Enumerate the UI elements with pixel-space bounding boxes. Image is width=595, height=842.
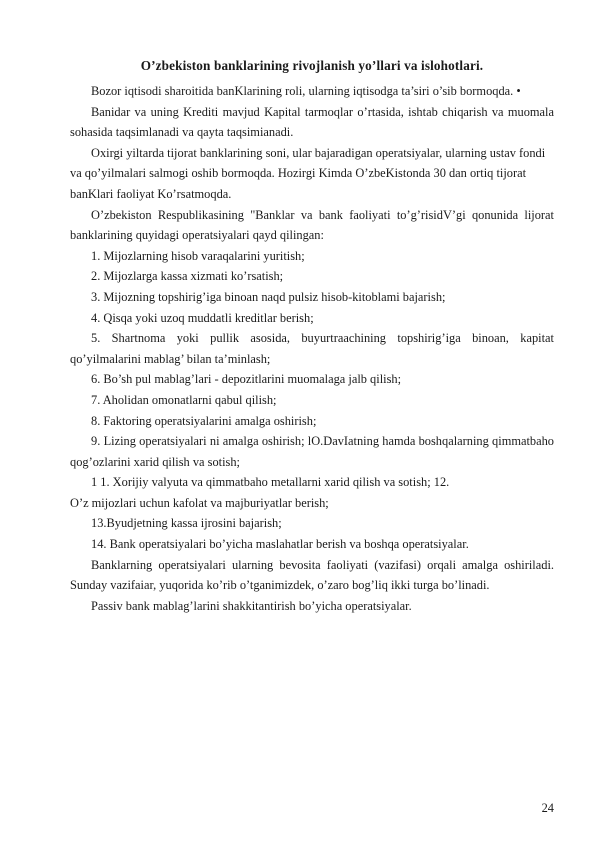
document-body xyxy=(70,81,554,616)
list-item: 7. Aholidan omonatlarni qabul qilish; xyxy=(91,392,277,407)
list-item: 5. Shartnoma yoki pullik asosida, buyurtraachining topshirig’iga binoan, kapitat qo’yilmalarini mablag’ bilan ta’minlash; xyxy=(70,331,554,366)
list-item: 3. Mijozning topshirig’iga binoan naqd pulsiz hisob-kitoblami bajarish; xyxy=(91,289,446,304)
paragraph: Banidar va uning Krediti mavjud Kapital tarmoqlar o’rtasida, ishtab chiqarish va muomala sohasida taqsimlanadi va qayta taqsimianadi. xyxy=(70,104,554,140)
list-item: 1. Mijozlarning hisob varaqalarini yuritish; xyxy=(91,248,305,263)
list-item: 2. Mijozlarga kassa xizmati ko’rsatish; xyxy=(91,269,284,284)
document-title: O’zbekiston banklarining rivojlanish yo’llari va islohotlari. xyxy=(140,58,484,73)
paragraph: Passiv bank mablag’larini shakkitantirish bo’yicha operatsiyalar. xyxy=(91,598,412,613)
list-item: 13.Byudjetning kassa ijrosini bajarish; xyxy=(91,516,282,531)
paragraph: Oxirgi yiltarda tijorat banklarining soni, ular bajaradigan operatsiyalar, ularning ustav fondi va qo’yilmalari salmogi oshib bormoqda. Hozirgi Kimda O’zbeKistonda 30 dan ortiq tijorat banKlari faoliyat Ko’rsatmoqda. xyxy=(70,145,546,201)
list-item: 8. Faktoring operatsiyalarini amalga oshirish; xyxy=(91,413,317,428)
list-item: 6. Bo’sh pul mablag’lari - depozitlarini muomalaga jalb qilish; xyxy=(91,372,402,387)
list-item: 9. Lizing operatsiyalari ni amalga oshirish; lO.DavIatning hamda boshqalarning qimmatbaho qog’ozlarini xarid qilish va sotish; xyxy=(70,434,554,469)
list-item: 1 1. Xorijiy valyuta va qimmatbaho metallarni xarid qilish va sotish; 12. xyxy=(91,475,450,490)
list-item-continuation: O’z mijozlari uchun kafolat va majburiyatlar berish; xyxy=(70,495,329,510)
paragraph: O’zbekiston Respublikasining "Banklar va bank faoliyati to’g’risidV’gi qonunida lijorat banklarining quyidagi operatsiyalari qayd qilingan: xyxy=(70,207,554,243)
paragraph: Bozor iqtisodi sharoitida banKlarining roli, ularning iqtisodga ta’siri o’sib bormoqda. • xyxy=(91,84,521,98)
page-number: 24 xyxy=(541,801,554,815)
list-item: 4. Qisqa yoki uzoq muddatli kreditlar berish; xyxy=(91,310,314,325)
paragraph: Banklarning operatsiyalari ularning bevosita faoliyati (vazifasi) orqali amalga oshiriladi. Sunday vazifaiar, yuqorida ko’rib o’tganimizdek, o’zaro bog’liq ikki turga bo’linadi. xyxy=(70,557,554,593)
list-item: 14. Bank operatsiyalari bo’yicha maslahatlar berish va boshqa operatsiyalar. xyxy=(91,537,469,552)
